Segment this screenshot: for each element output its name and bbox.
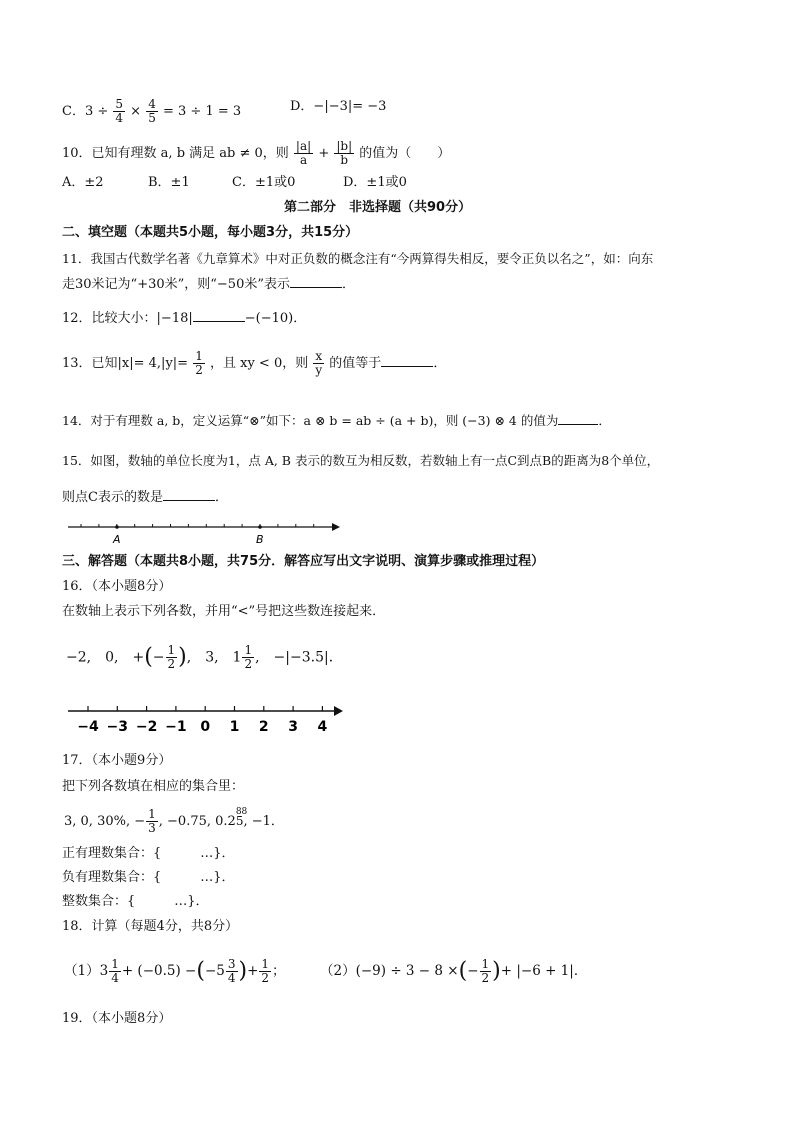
q17-set-positive: 正有理数集合：{ …}． <box>62 846 235 861</box>
q17-numbers: 3, 0, 30%, − $\frac{1}{3}$ , −0.75, 0.2 88 5, −1． <box>64 808 284 835</box>
q14: 14．对于有理数 a, b，定义运算“⊗”如下：a ⊗ b = ab ÷ (a + b)，则 (−3) ⊗ 4 的值为 ． <box>62 413 611 428</box>
answer-blank[interactable] <box>381 353 433 367</box>
tick-label: −1 <box>165 719 187 735</box>
tick-label: 0 <box>200 719 211 735</box>
fraction: $\frac{1}{2}$ <box>481 957 490 985</box>
q15-line2: 则点C表示的数是 ． <box>62 487 228 507</box>
q10-option-c: C．±1或0 <box>232 175 296 190</box>
q11-line2: 走30米记为“+30米”，则“−50米”表示 ． <box>62 274 355 294</box>
q17-instruction: 把下列各数填在相应的集合里： <box>62 779 245 794</box>
q10-option-a: A．±2 <box>62 175 104 190</box>
q18-part1: （1）3 $\frac{1}{4}$ + (−0.5) −(−5 $\frac{3}{4}$ )+ $\frac{1}{2}$ ； <box>64 957 286 985</box>
label-a: A <box>113 533 121 546</box>
q16-numbers: −2, 0, +(− $\frac{1}{2}$ ), 3, 1 $\frac{1}{2}$ , −|−3.5|． <box>66 643 343 671</box>
q16-instruction: 在数轴上表示下列各数，并用“<”号把这些数连接起来． <box>62 604 386 619</box>
fraction: $\frac{1}{3}$ <box>148 807 156 835</box>
tick-label: 4 <box>317 719 328 735</box>
tick-label: −2 <box>135 719 158 735</box>
tick-label: −3 <box>106 719 129 735</box>
arrow-head <box>332 523 340 531</box>
q15-line1: 15．如图，数轴的单位长度为1，点 A, B 表示的数互为相反数，若数轴上有一点C到点B的距离为8个单位， <box>62 453 660 468</box>
answer-blank[interactable] <box>163 487 215 501</box>
tick-label: 1 <box>229 719 240 735</box>
part2-title: 第二部分 非选择题（共90分） <box>284 200 472 215</box>
tick-label: 2 <box>258 719 269 735</box>
tick-label: −4 <box>77 719 99 735</box>
fraction: $\frac{1}{2}$ <box>195 349 203 377</box>
tick-label: 3 <box>288 719 298 735</box>
fraction: $\frac{|a|}{a}$ <box>295 139 312 167</box>
q16-header: 16．（本小题8分） <box>62 579 172 594</box>
answer-blank[interactable] <box>290 274 342 288</box>
fraction: $\frac{4}{5}$ <box>148 97 156 125</box>
answer-blank[interactable] <box>193 308 245 322</box>
q9-option-d: D．−|−3|= −3 <box>290 99 387 114</box>
q11-line1: 11．我国古代数学名著《九章算术》中对正负数的概念注有“今两算得失相反，要令正负以名之”，如：向东 <box>62 251 654 266</box>
q18-part2: （2）(−9) ÷ 3 − 8 ×(− $\frac{1}{2}$ )+ |−6 + 1|． <box>320 957 588 985</box>
section3-title: 三、解答题（本题共8小题，共75分．解答应写出文字说明、演算步骤或推理过程） <box>62 554 545 569</box>
q17-set-integer: 整数集合：{ …}． <box>62 894 209 909</box>
answer-blank[interactable] <box>558 411 598 425</box>
q17-set-negative: 负有理数集合：{ …}． <box>62 870 235 885</box>
fraction: $\frac{3}{4}$ <box>227 957 236 985</box>
q10-option-b: B．±1 <box>148 175 190 190</box>
fraction: $\frac{1}{2}$ <box>261 957 270 985</box>
point-a <box>115 525 119 529</box>
q13: 13．已知|x|= 4,|y|= $\frac{1}{2}$ ，且 xy < 0，则 $\frac{x}{y}$ 的值等于 ． <box>62 349 447 377</box>
q15-number-line <box>66 518 342 546</box>
q19-header: 19．（本小题8分） <box>62 1011 172 1026</box>
point-b <box>258 525 262 529</box>
q9-option-c: C．3 ÷ $\frac{5}{4}$ × $\frac{4}{5}$ = 3 ÷ 1 = 3 <box>62 97 242 125</box>
q17-header: 17．（本小题9分） <box>62 753 172 768</box>
fraction: $\frac{x}{y}$ <box>315 349 323 377</box>
fraction: $\frac{1}{4}$ <box>111 957 119 985</box>
q12: 12．比较大小：|−18| −(−10)． <box>62 308 306 328</box>
repeat-dots: 88 <box>235 807 248 817</box>
q18-header: 18．计算（每题4分，共8分） <box>62 919 239 934</box>
label-b: B <box>256 533 264 546</box>
fraction: $\frac{|b|}{b}$ <box>336 139 353 167</box>
q10-option-d: D．±1或0 <box>343 175 407 190</box>
section2-title: 二、填空题（本题共5小题，每小题3分，共15分） <box>62 225 359 240</box>
fraction: $\frac{5}{4}$ <box>115 97 124 125</box>
fraction: $\frac{1}{2}$ <box>167 643 176 671</box>
q16-number-line <box>66 700 346 740</box>
fraction: $\frac{1}{2}$ <box>244 643 253 671</box>
arrow-head <box>334 706 343 716</box>
q10-stem: 10．已知有理数 a, b 满足 ab ≠ 0，则 $\frac{|a|}{a}$ + $\frac{|b|}{b}$ 的值为（ ） <box>62 139 451 167</box>
